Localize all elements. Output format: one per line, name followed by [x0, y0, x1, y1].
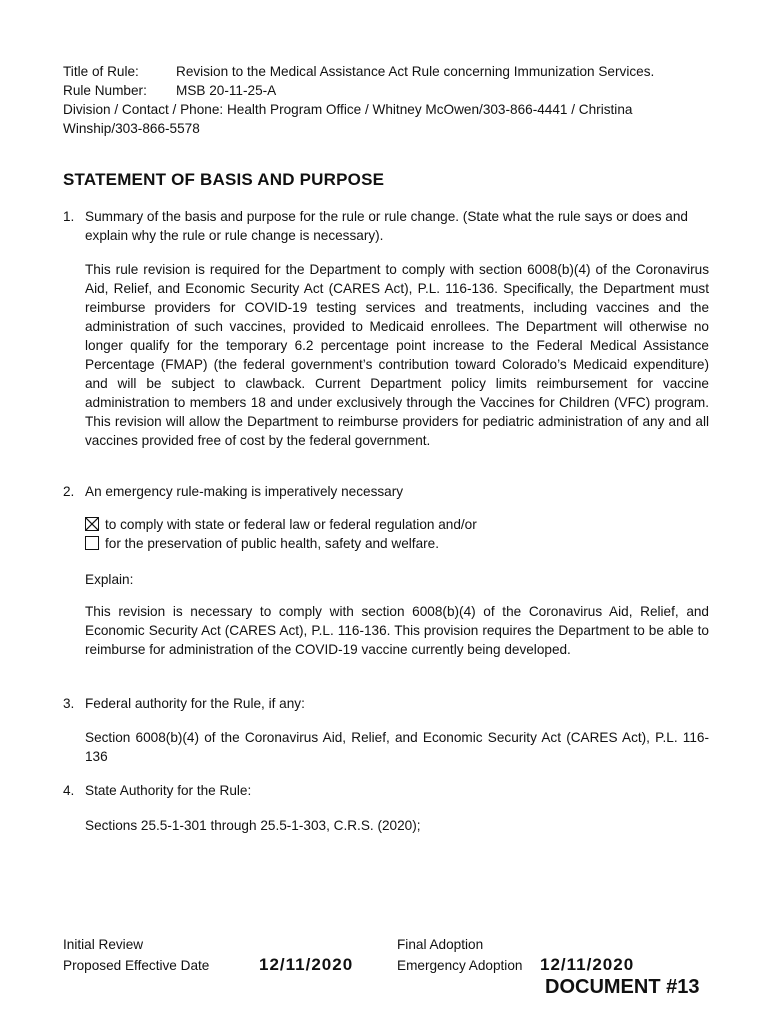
proposed-effective-date-label: Proposed Effective Date [63, 958, 210, 973]
item-number: 4. [63, 783, 75, 798]
item-question-text: An emergency rule-making is imperatively necessary [85, 484, 404, 499]
division-contact-line-cont: Winship/303-866-5578 [63, 121, 200, 136]
item-3-answer: Section 6008(b)(4) of the Coronavirus Aid, Relief, and Economic Security Act (CARES Act), P.L. 116-136 [85, 730, 709, 764]
title-of-rule-row [63, 62, 713, 81]
item-1-answer: This rule revision is required for the Department to comply with section 6008(b)(4) of the Coronavirus Aid, Relief, and Economic Security Act (CARES Act), P.L. 116-136. Specifically, the Department must reimburse providers for COVID-19 testing services and treatments, including vaccines and the administration of such vaccines, provided to Medicaid enrollees. The Department will otherwise no longer qualify for the temporary 6.2 percentage point increase to the Federal Medical Assistance Percentage (FMAP) (the federal government’s contribution toward Colorado’s Medicaid expenditure) and will be subject to clawback. Current Department policy limits reimbursement for vaccine administration to members 18 and under exclusively through the Vaccines for Children (VFC) program. This revision will allow the Department to reimburse providers for pediatric administration of any and all vaccines provided free of cost by the federal government. [85, 262, 709, 448]
item-2-question [63, 482, 711, 501]
emergency-adoption-date-value: 12/11/2020 [540, 955, 635, 974]
public-health-label: for the preservation of public health, safety and welfare. [105, 536, 439, 551]
explain-label: Explain: [85, 572, 134, 587]
document-number: DOCUMENT #13 [545, 976, 700, 998]
item-question-text: State Authority for the Rule: [85, 783, 252, 798]
item-number: 1. [63, 209, 75, 224]
item-question-text: Summary of the basis and purpose for the rule or rule change. (State what the rule says or does and explain why the rule or rule change is necessary). [85, 209, 688, 243]
section-title: STATEMENT OF BASIS AND PURPOSE [63, 170, 385, 189]
rule-number-value: MSB 20-11-25-A [176, 83, 277, 98]
item-4-answer: Sections 25.5-1-301 through 25.5-1-303, C.R.S. (2020); [85, 818, 421, 833]
title-of-rule-value: Revision to the Medical Assistance Act Rule concerning Immunization Services. [176, 64, 655, 79]
item-4-question [63, 781, 711, 800]
item-1-question [63, 207, 711, 245]
initial-review-label: Initial Review [63, 937, 144, 952]
rule-header [63, 62, 713, 138]
division-contact-line: Division / Contact / Phone: Health Program Office / Whitney McOwen/303-866-4441 / Christina [63, 102, 633, 117]
option-public-health [85, 534, 439, 553]
comply-law-label: to comply with state or federal law or federal regulation and/or [105, 517, 477, 532]
rule-number-label: Rule Number: [63, 83, 147, 98]
item-number: 2. [63, 484, 75, 499]
final-adoption-label: Final Adoption [397, 937, 484, 952]
emergency-adoption-label: Emergency Adoption [397, 958, 523, 973]
title-of-rule-label: Title of Rule: [63, 64, 139, 79]
proposed-effective-date-value: 12/11/2020 [259, 955, 354, 974]
item-number: 3. [63, 696, 75, 711]
option-comply-law [85, 515, 477, 534]
item-3-question [63, 694, 711, 713]
rule-number-row [63, 81, 713, 100]
checkmark-x-icon [86, 518, 98, 530]
item-2-answer: This revision is necessary to comply with section 6008(b)(4) of the Coronavirus Aid, Relief, and Economic Security Act (CARES Act), P.L. 116-136. This provision requires the Department to be able to reimburse for administration of the COVID-19 vaccine currently being developed. [85, 604, 709, 657]
public-health-checkbox[interactable] [85, 536, 99, 550]
item-question-text: Federal authority for the Rule, if any: [85, 696, 305, 711]
comply-law-checkbox[interactable] [85, 517, 99, 531]
